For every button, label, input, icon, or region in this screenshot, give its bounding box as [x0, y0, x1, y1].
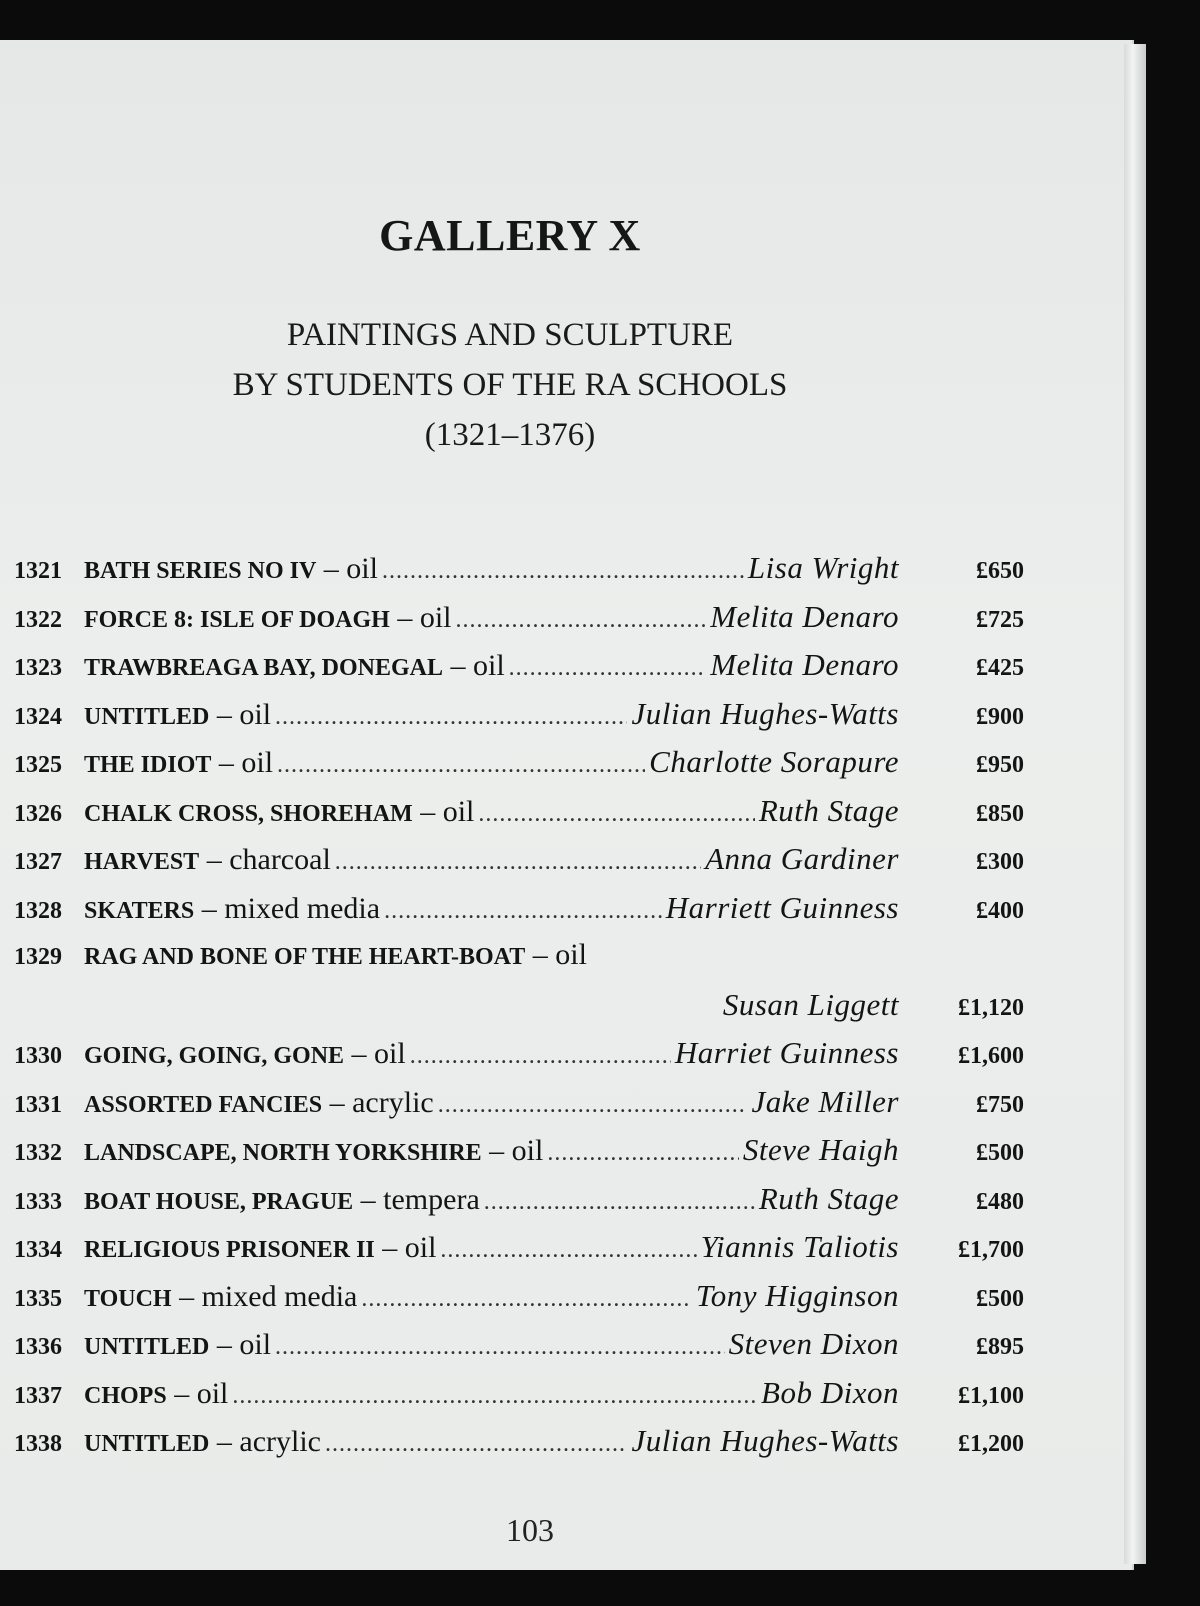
entry-artist: Melita Denaro	[710, 598, 899, 634]
catalogue-entry	[14, 890, 1024, 939]
catalogue-entry	[14, 1132, 1024, 1181]
leader-dots	[382, 558, 744, 585]
entry-medium: oil	[404, 1231, 437, 1264]
entry-artist: Anna Gardiner	[705, 841, 899, 876]
page-edge	[1124, 44, 1146, 1564]
catalogue-entry	[14, 744, 1024, 793]
entry-title: TRAWBREAGA BAY, DONEGAL	[84, 655, 443, 681]
catalogue-entry	[14, 1035, 1024, 1084]
leader-dots	[455, 607, 706, 634]
catalogue-entry	[14, 550, 1024, 599]
entry-separator: –	[211, 746, 242, 779]
entry-number: 1333	[14, 1188, 62, 1215]
leader-dots	[232, 1383, 757, 1410]
entry-artist: Bob Dixon	[761, 1374, 899, 1410]
leader-dots	[484, 1189, 755, 1216]
leader-dots	[509, 655, 707, 682]
entry-separator: –	[166, 1376, 197, 1410]
catalogue-entry-continuation	[14, 987, 1024, 1036]
entry-artist: Steve Haigh	[742, 1132, 899, 1167]
entry-artist: Melita Denaro	[710, 647, 899, 682]
entry-title: UNTITLED	[84, 703, 210, 730]
entry-separator: –	[412, 794, 443, 828]
entry-price: £750	[976, 1091, 1024, 1118]
entry-number: 1322	[14, 606, 62, 633]
entry-medium: mixed media	[201, 1279, 358, 1313]
entry-medium: tempera	[383, 1182, 480, 1216]
entry-separator: –	[209, 1328, 240, 1361]
entry-number: 1328	[14, 897, 62, 924]
leader-dots	[478, 801, 754, 828]
entry-title: RAG AND BONE OF THE HEART-BOAT	[84, 944, 526, 970]
entry-separator: –	[171, 1279, 202, 1313]
entry-title: THE IDIOT	[84, 752, 212, 778]
catalogue-entry	[14, 647, 1024, 696]
entry-price: £1,600	[958, 1043, 1024, 1069]
entry-title: BOAT HOUSE, PRAGUE	[84, 1188, 354, 1215]
catalogue-page	[0, 40, 1132, 1570]
entry-title: CHOPS	[84, 1382, 167, 1409]
entry-number: 1329	[14, 944, 62, 970]
entry-separator: –	[389, 600, 420, 634]
leader-dots	[410, 1043, 671, 1070]
entry-title: UNTITLED	[84, 1334, 210, 1360]
entry-price: £400	[976, 897, 1024, 924]
entry-number: 1321	[14, 558, 62, 584]
entry-price: £900	[976, 703, 1024, 730]
entry-price: £1,200	[958, 1431, 1024, 1457]
entry-medium: oil	[196, 1376, 229, 1410]
leader-dots	[547, 1140, 739, 1167]
entry-medium: oil	[555, 938, 587, 971]
entry-artist: Julian Hughes-Watts	[631, 695, 899, 731]
entry-medium: charcoal	[229, 843, 331, 876]
entry-separator: –	[322, 1085, 353, 1119]
leader-dots	[325, 1431, 627, 1458]
entry-separator: –	[316, 552, 347, 585]
entry-separator: –	[344, 1037, 375, 1070]
entry-separator: –	[209, 1425, 240, 1458]
entry-artist: Ruth Stage	[758, 792, 899, 828]
leader-dots	[275, 704, 627, 731]
catalogue-entry	[14, 1084, 1024, 1133]
entry-title: TOUCH	[84, 1285, 172, 1312]
entry-medium: acrylic	[352, 1085, 434, 1119]
entry-price: £500	[976, 1285, 1024, 1312]
catalogue-entry	[14, 841, 1024, 890]
entry-medium: acrylic	[239, 1425, 321, 1458]
catalogue-entry	[14, 1423, 1024, 1472]
entry-medium: oil	[241, 746, 274, 779]
entry-medium: oil	[374, 1037, 406, 1070]
leader-dots	[335, 849, 701, 876]
entry-separator: –	[481, 1134, 512, 1167]
entry-price: £950	[976, 752, 1024, 778]
gallery-heading: GALLERY X	[379, 211, 641, 260]
entry-price: £425	[976, 655, 1024, 681]
catalogue-entry	[14, 599, 1024, 648]
entry-medium: oil	[239, 697, 272, 731]
entry-separator: –	[442, 649, 473, 682]
entry-artist: Charlotte Sorapure	[649, 744, 899, 779]
catalogue-entries-list	[14, 550, 1024, 1472]
entry-artist: Steven Dixon	[728, 1326, 899, 1361]
entry-separator: –	[374, 1231, 405, 1264]
catalogue-entry	[14, 1278, 1024, 1327]
entry-medium: oil	[511, 1134, 544, 1167]
entry-artist: Lisa Wright	[747, 550, 899, 585]
entry-price: £480	[976, 1188, 1024, 1215]
page-number: 103	[506, 1512, 554, 1548]
entry-price: £300	[976, 849, 1024, 875]
entry-medium: oil	[472, 649, 505, 682]
entry-number: 1330	[14, 1043, 62, 1069]
entry-medium: oil	[346, 552, 378, 585]
entry-price: £850	[976, 800, 1024, 827]
entry-medium: oil	[419, 600, 452, 634]
entry-title: CHALK CROSS, SHOREHAM	[84, 800, 413, 827]
entry-artist: Tony Higginson	[695, 1277, 899, 1313]
entry-title: HARVEST	[84, 849, 200, 875]
catalogue-entry	[14, 696, 1024, 745]
entry-number: 1336	[14, 1334, 62, 1360]
entry-medium: oil	[239, 1328, 272, 1361]
entry-title: SKATERS	[84, 897, 195, 924]
leader-dots	[277, 752, 645, 779]
entry-artist: Jake Miller	[751, 1083, 899, 1119]
entry-number: 1324	[14, 703, 62, 730]
show-through-reverse-page	[0, 40, 1132, 560]
entry-artist: Julian Hughes-Watts	[631, 1423, 899, 1458]
subtitle-line: (1321–1376)	[424, 417, 596, 453]
entry-artist: Harriett Guinness	[665, 889, 899, 925]
entry-number: 1323	[14, 655, 62, 681]
entry-separator: –	[194, 891, 225, 925]
entry-separator: –	[353, 1182, 384, 1216]
entry-separator: –	[199, 843, 230, 876]
entry-number: 1337	[14, 1382, 62, 1409]
entry-number: 1335	[14, 1285, 62, 1312]
entry-number: 1331	[14, 1091, 62, 1118]
entry-number: 1327	[14, 849, 62, 875]
entry-title: RELIGIOUS PRISONER II	[84, 1237, 375, 1263]
entry-medium: oil	[442, 794, 475, 828]
entry-artist: Susan Liggett	[722, 986, 899, 1022]
entry-price: £1,120	[958, 994, 1024, 1021]
entry-number: 1338	[14, 1431, 62, 1457]
catalogue-entry	[14, 1229, 1024, 1278]
entry-price: £1,700	[958, 1237, 1024, 1263]
entry-artist: Ruth Stage	[758, 1180, 899, 1216]
entry-number: 1332	[14, 1140, 62, 1166]
entry-price: £895	[976, 1334, 1024, 1360]
section-subtitle	[0, 310, 1020, 460]
entry-title: ASSORTED FANCIES	[84, 1091, 323, 1118]
entry-title: FORCE 8: ISLE OF DOAGH	[84, 606, 390, 633]
leader-dots	[438, 1092, 748, 1119]
catalogue-entry	[14, 1181, 1024, 1230]
leader-dots	[275, 1334, 725, 1361]
entry-artist: Yiannis Taliotis	[700, 1229, 899, 1264]
leader-dots	[361, 1286, 692, 1313]
subtitle-line: PAINTINGS AND SCULPTURE	[286, 317, 734, 353]
entry-price: £500	[976, 1140, 1024, 1166]
entry-title: LANDSCAPE, NORTH YORKSHIRE	[84, 1140, 482, 1166]
catalogue-entry	[14, 1375, 1024, 1424]
entry-title: UNTITLED	[84, 1431, 210, 1457]
entry-artist: Harriet Guinness	[674, 1035, 899, 1070]
entry-medium: mixed media	[224, 891, 381, 925]
entry-separator: –	[525, 938, 556, 971]
catalogue-entry	[14, 938, 1024, 987]
entry-price: £1,100	[958, 1382, 1024, 1409]
entry-number: 1334	[14, 1237, 62, 1263]
subtitle-line: BY STUDENTS OF THE RA SCHOOLS	[232, 367, 788, 403]
leader-dots	[440, 1237, 696, 1264]
leader-dots	[384, 898, 662, 925]
entry-price: £725	[976, 606, 1024, 633]
entry-number: 1326	[14, 800, 62, 827]
catalogue-entry	[14, 1326, 1024, 1375]
catalogue-entry	[14, 793, 1024, 842]
entry-price: £650	[976, 558, 1024, 584]
entry-title: GOING, GOING, GONE	[84, 1043, 345, 1069]
entry-number: 1325	[14, 752, 62, 778]
entry-title: BATH SERIES NO IV	[84, 558, 317, 584]
entry-separator: –	[209, 697, 240, 731]
